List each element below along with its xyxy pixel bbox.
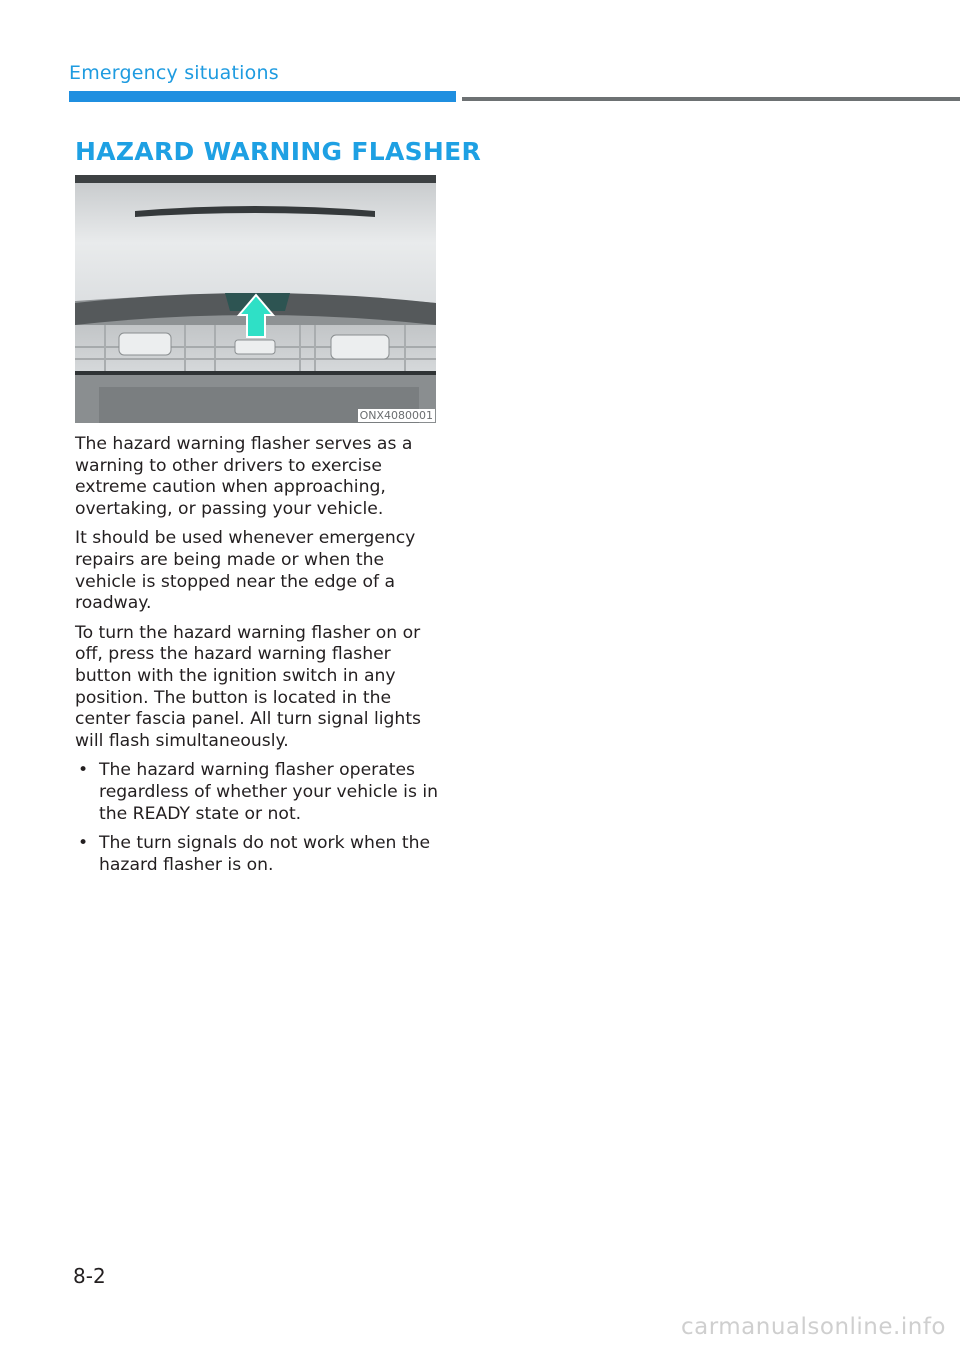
list-item-text: The hazard warning flasher operates regardless of whether your vehicle is in the READY state or not.	[99, 760, 439, 824]
bullet-list	[75, 760, 440, 876]
list-item	[75, 760, 440, 825]
figure-code: ONX4080001	[359, 409, 433, 422]
list-item-text: The turn signals do not work when the hazard flasher is on.	[99, 833, 431, 875]
dashboard-illustration	[75, 175, 436, 423]
body-text	[75, 434, 440, 884]
paragraph: It should be used whenever emergency repairs are being made or when the vehicle is stopped near the edge of a roadway.	[75, 528, 416, 614]
header-rule	[462, 97, 960, 101]
hazard-button-illustration	[75, 175, 436, 423]
bullet-icon: •	[78, 833, 89, 854]
list-item	[75, 833, 440, 876]
page-number: 8-2	[73, 1264, 106, 1288]
paragraph: The hazard warning flasher serves as a warning to other drivers to exercise extreme caution when approaching, overtaking, or passing your vehicle.	[75, 434, 413, 519]
header-accent-bar	[69, 91, 456, 102]
bullet-icon: •	[78, 760, 89, 781]
watermark: carmanualsonline.info	[680, 1314, 946, 1340]
section-label: Emergency situations	[69, 62, 279, 84]
paragraph: To turn the hazard warning flasher on or off, press the hazard warning flasher button with the ignition switch in any position. The button is located in the center fascia panel. All turn signal lights will flash simultaneously.	[75, 622, 422, 751]
page-title: HAZARD WARNING FLASHER	[75, 137, 482, 166]
